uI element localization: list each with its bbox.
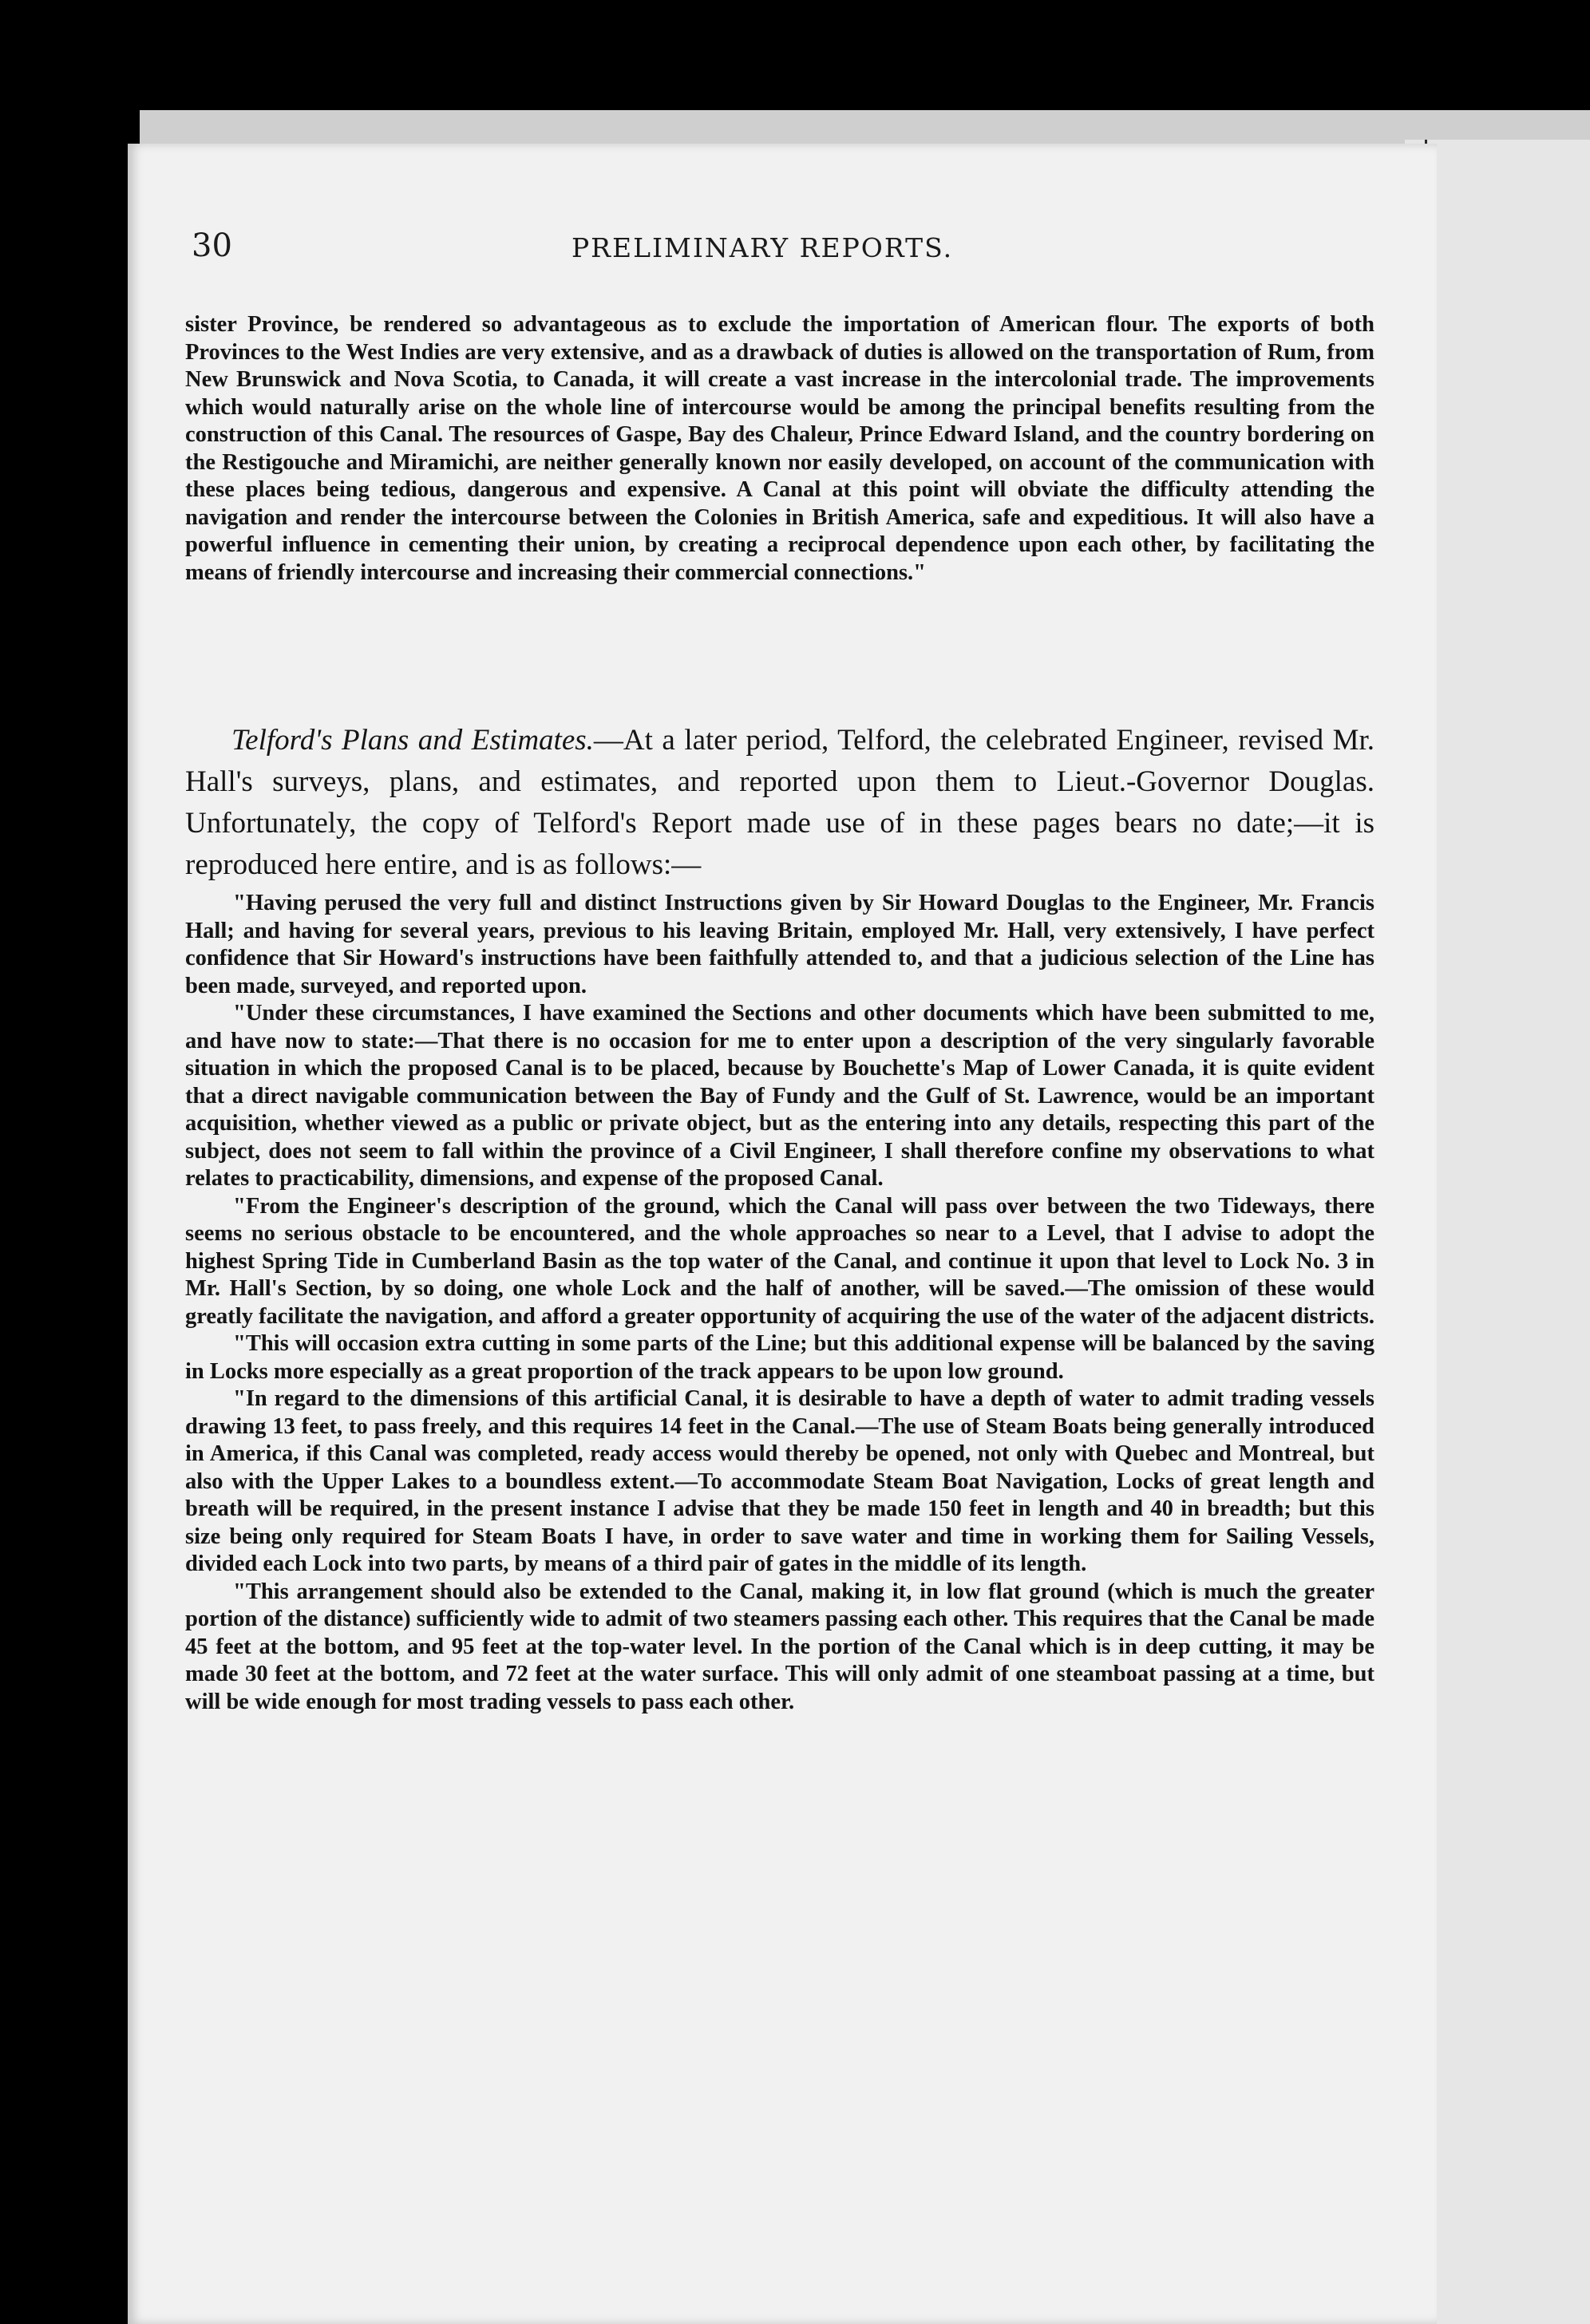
- book-page: [128, 144, 1437, 2324]
- report-paragraph: "In regard to the dimensions of this artificial Canal, it is desirable to have a depth of water to admit trading vessels drawing 13 feet, to pass freely, and this requires 14 feet in the Canal.—The use of Steam Boats being generally introduced in America, if this Canal was completed, ready access would thereby be opened, not only with Quebec and Montreal, but also with the Upper Lakes to a boundless extent.—To accommodate Steam Boat Navigation, Locks of great length and breath will be required, in the present instance I advise that they be made 150 feet in length and 40 in breadth; but this size being only required for Steam Boats I have, in order to save water and time in working them for Sailing Vessels, divided each Lock into two parts, by means of a third pair of gates in the middle of its length.: [185, 1386, 1374, 1576]
- opening-paragraph: sister Province, be rendered so advantageous as to exclude the importation of American flour. The exports of both Provinces to the West Indies are very extensive, and as a drawback of duties is allowed on the transportation of Rum, from New Brunswick and Nova Scotia, to Canada, it will create a vast increase in the intercolonial trade. The improvements which would naturally arise on the whole line of intercourse would be among the principal benefits resulting from the construction of this Canal. The resources of Gaspe, Bay des Chaleur, Prince Edward Island, and the country bordering on the Restigouche and Miramichi, are neither generally known nor easily developed, on account of the communication with these places being tedious, dangerous and expensive. A Canal at this point will obviate the difficulty attending the navigation and render the intercourse between the Colonies in British America, safe and expeditious. It will also have a powerful influence in cementing their union, by creating a reciprocal dependence upon each other, by facilitating the means of friendly intercourse and increasing their commercial connections.": [185, 312, 1374, 585]
- section-heading: Telford's Plans and Estimates.: [231, 724, 594, 757]
- running-head: [192, 227, 1405, 275]
- report-paragraph: "This will occasion extra cutting in some parts of the Line; but this additional expense will be balanced by the saving in Locks more especially as a great proportion of the track appears to be upon low ground.: [185, 1331, 1374, 1384]
- running-title: PRELIMINARY REPORTS.: [571, 232, 954, 263]
- section-text: —At a later period, Telford, the celebrated Engineer, revised Mr. Hall's surveys, plans, and estimates, and reported upon them to Lieut.-Governor Douglas. Unfortunately, the copy of Telford's Report made use of in these pages bears no date;—it is reproduced here entire, and is as follows:—: [185, 724, 1374, 881]
- report-paragraph: "Having perused the very full and distinct Instructions given by Sir Howard Douglas to the Engineer, Mr. Francis Hall; and having for several years, previous to his leaving Britain, employed Mr. Hall, very extensively, I have perfect confidence that Sir Howard's instructions have been faithfully attended to, and that a judicious selection of the Line has been made, surveyed, and reported upon.: [185, 891, 1374, 998]
- section-paragraph: [185, 720, 1374, 886]
- report-quotation: [185, 890, 1374, 1716]
- report-paragraph: "From the Engineer's description of the ground, which the Canal will pass over between the two Tideways, there seems no serious obstacle to be encountered, and the whole approaches so near to a Level, that I advise to adopt the highest Spring Tide in Cumberland Basin as the top water of the Canal, and continue it upon that level to Lock No. 3 in Mr. Hall's Section, by so doing, one whole Lock and the half of another, will be saved.—The omission of these would greatly facilitate the navigation, and afford a greater opportunity of acquiring the use of the water of the adjacent districts.: [185, 1193, 1375, 1329]
- page-number: 30: [192, 227, 232, 264]
- report-paragraph: "Under these circumstances, I have examined the Sections and other documents which have been submitted to me, and have now to state:—That there is no occasion for me to enter upon a description of the very singularly favorable situation in which the proposed Canal is to be placed, because by Bouchette's Map of Lower Canada, it is quite evident that a direct navigable communication between the Bay of Fundy and the Gulf of St. Lawrence, would be an important acquisition, whether viewed as a public or private object, but as the entering into any details, respecting this part of the subject, does not seem to fall within the province of a Civil Engineer, I shall therefore confine my observations to what relates to practicability, dimensions, and expense of the proposed Canal.: [185, 1001, 1374, 1191]
- report-paragraph: "This arrangement should also be extended to the Canal, making it, in low flat ground (which is much the greater portion of the distance) sufficiently wide to admit of two steamers passing each other. This requires that the Canal be made 45 feet at the bottom, and 95 feet at the top-water level. In the portion of the Canal which is in deep cutting, it may be made 30 feet at the bottom, and 72 feet at the water surface. This will only admit of one steamboat passing at a time, but will be wide enough for most trading vessels to pass each other.: [185, 1579, 1374, 1714]
